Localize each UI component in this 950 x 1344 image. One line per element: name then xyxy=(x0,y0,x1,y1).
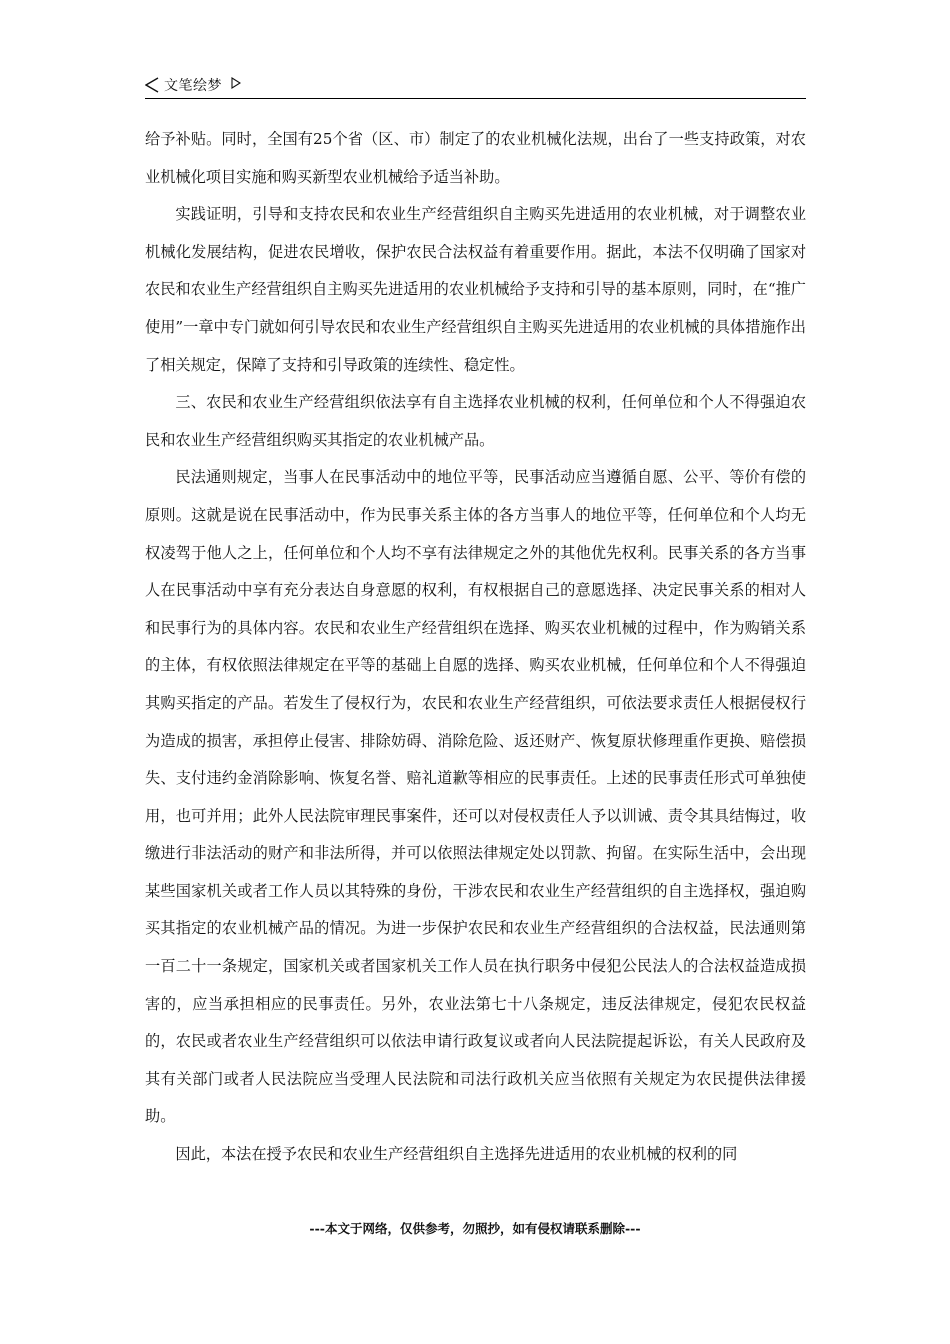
document-body xyxy=(145,121,806,1174)
brand-label: 文笔绘梦 xyxy=(164,78,222,94)
paragraph: 给予补贴。同时，全国有25个省（区、市）制定了的农业机械化法规，出台了一些支持政策，对农业机械化项目实施和购买新型农业机械给予适当补助。 xyxy=(145,130,806,186)
paragraph: 实践证明，引导和支持农民和农业生产经营组织自主购买先进适用的农业机械，对于调整农业机械化发展结构，促进农民增收，保护农民合法权益有着重要作用。据此，本法不仅明确了国家对农民和农业生产经营组织自主购买先进适用的农业机械给予支持和引导的基本原则，同时，在“推广使用”一章中专门就如何引导农民和农业生产经营组织自主购买先进适用的农业机械的具体措施作出了相关规定，保障了支持和引导政策的连续性、稳定性。 xyxy=(145,205,806,374)
paragraph: 三、农民和农业生产经营组织依法享有自主选择农业机械的权利，任何单位和个人不得强迫农民和农业生产经营组织购买其指定的农业机械产品。 xyxy=(145,393,806,449)
triangle-left-icon xyxy=(145,77,159,93)
page-header xyxy=(145,74,806,99)
paragraph: 因此，本法在授予农民和农业生产经营组织自主选择先进适用的农业机械的权利的同 xyxy=(175,1145,738,1164)
triangle-right-icon xyxy=(231,77,241,89)
paragraph: 民法通则规定，当事人在民事活动中的地位平等，民事活动应当遵循自愿、公平、等价有偿的原则。这就是说在民事活动中，作为民事关系主体的各方当事人的地位平等，任何单位和个人均无权凌驾于他人之上，任何单位和个人均不享有法律规定之外的其他优先权利。民事关系的各方当事人在民事活动中享有充分表达自身意愿的权利，有权根据自己的意愿选择、决定民事关系的相对人和民事行为的具体内容。农民和农业生产经营组织在选择、购买农业机械的过程中，作为购销关系的主体，有权依照法律规定在平等的基础上自愿的选择、购买农业机械，任何单位和个人不得强迫其购买指定的产品。若发生了侵权行为，农民和农业生产经营组织，可依法要求责任人根据侵权行为造成的损害，承担停止侵害、排除妨碍、消除危险、返还财产、恢复原状修理重作更换、赔偿损失、支付违约金消除影响、恢复名誉、赔礼道歉等相应的民事责任。上述的民事责任形式可单独使用，也可并用；此外人民法院审理民事案件，还可以对侵权责任人予以训诫、责令其具结悔过，收缴进行非法活动的财产和非法所得，并可以依照法律规定处以罚款、拘留。在实际生活中，会出现某些国家机关或者工作人员以其特殊的身份，干涉农民和农业生产经营组织的自主选择权，强迫购买其指定的农业机械产品的情况。为进一步保护农民和农业生产经营组织的合法权益，民法通则第一百二十一条规定，国家机关或者国家机关工作人员在执行职务中侵犯公民法人的合法权益造成损害的，应当承担相应的民事责任。另外，农业法第七十八条规定，违反法律规定，侵犯农民权益的，农民或者农业生产经营组织可以依法申请行政复议或者向人民法院提起诉讼，有关人民政府及其有关部门或者人民法院应当受理人民法院和司法行政机关应当依照有关规定为农民提供法律援助。 xyxy=(145,468,806,1126)
page-footer-disclaimer: ---本文于网络，仅供参考，勿照抄，如有侵权请联系删除--- xyxy=(309,1221,641,1236)
